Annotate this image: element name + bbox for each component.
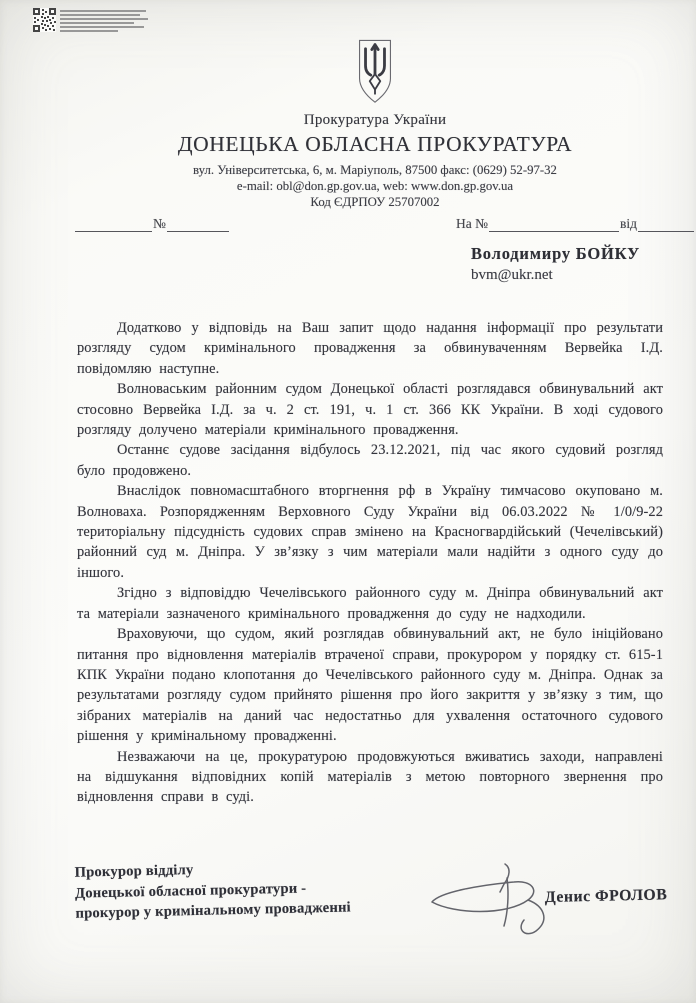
incoming-date-blank [638, 218, 694, 232]
edrpou-line: Код ЄДРПОУ 25707002 [310, 195, 440, 209]
body-paragraph: Останнє судове засідання відбулось 23.12.2021, під час якого судовий розгляд було продовжено. [77, 442, 663, 479]
qr-signature-stamp [33, 8, 148, 34]
incoming-ref-fields [455, 216, 694, 232]
body-paragraph: Згідно з відповіддю Чечелівського районного суду м. Дніпра обвинувальний акт та матеріали зазначеного кримінального провадження до суду не надходили. [77, 585, 663, 622]
contacts-line: e-mail: obl@don.gp.gov.ua, web: www.don.gp.gov.ua [236, 179, 514, 193]
date-label: від [620, 216, 637, 231]
ukraine-trident-emblem [353, 39, 397, 110]
incoming-number-blank [489, 218, 619, 232]
reply-to-label: На № [456, 216, 488, 231]
body-paragraph: Внаслідок повномасштабного вторгнення рф в Україну тимчасово окуповано м. Волноваха. Розпорядженням Верховного Суду України від 06.03.2022 № 1/0/9-22 територіальну підсудність судових справ змінено на Красногвардійський (Чечелівський) районний суд м. Дніпра. У зв’язку з чим матеріали мали надійти з одного суду до іншого. [77, 483, 663, 581]
handwritten-signature [428, 854, 570, 942]
signer-position-line: Донецької обласної прокуратури - [74, 879, 307, 902]
number-label: № [153, 216, 166, 231]
recipient-email: bvm@ukr.net [471, 267, 553, 283]
signer-position-line: Прокурор відділу [74, 862, 194, 881]
signature-block [74, 849, 667, 924]
body-paragraph: Незважаючи на це, прокуратурою продовжуються вживатись заходи, направлені на відшукання відповідних копій матеріалів з метою повторного звернення про відновлення справи в суді. [77, 748, 663, 806]
body-paragraph: Додатково у відповідь на Ваш запит щодо надання інформації про результати розгляду судом кримінального провадження за обвинуваченням Вервейка І.Д. повідомляю наступне. [77, 320, 663, 377]
letter-body [77, 318, 663, 808]
body-paragraph: Волноваським районним судом Донецької області розглядався обвинувальний акт стосовно Вервейка І.Д. за ч. 2 ст. 191, ч. 1 ст. 366 КК України. В ході судового розгляду долучено матеріали кримінального провадження. [77, 381, 663, 439]
recipient-name: Володимиру БОЙКУ [471, 244, 641, 263]
signer-position [74, 849, 667, 924]
stamp-text-lines [60, 8, 148, 34]
outgoing-date-blank [75, 218, 152, 232]
signer-name: Денис ФРОЛОВ [544, 886, 668, 907]
outgoing-ref-fields [75, 216, 229, 232]
address-line: вул. Університетська, 6, м. Маріуполь, 87500 факс: (0629) 52-97-32 [193, 163, 557, 177]
body-paragraph: Враховуючи, що судом, який розглядав обвинувальний акт, не було ініційовано питання про відновлення матеріалів втраченої справи, прокурором у порядку ст. 615-1 КПК України подано клопотання до Чечелівського районного суду м. Дніпра. Однак за результатами розгляду судом прийнято рішення про його закриття у зв’язку з тим, що зібраних матеріалів на даний час недостатньо для ухвалення остаточного судового рішення у кримінальному провадженні. [77, 626, 663, 745]
outgoing-number-blank [167, 218, 229, 232]
agency-line: Прокуратура України [303, 112, 447, 128]
organization-title: ДОНЕЦЬКА ОБЛАСНА ПРОКУРАТУРА [177, 132, 573, 156]
letterhead [27, 112, 696, 210]
qr-code-icon [33, 8, 56, 32]
recipient-block [471, 244, 640, 284]
signer-position-line: прокурор у кримінальному провадженні [75, 899, 352, 922]
